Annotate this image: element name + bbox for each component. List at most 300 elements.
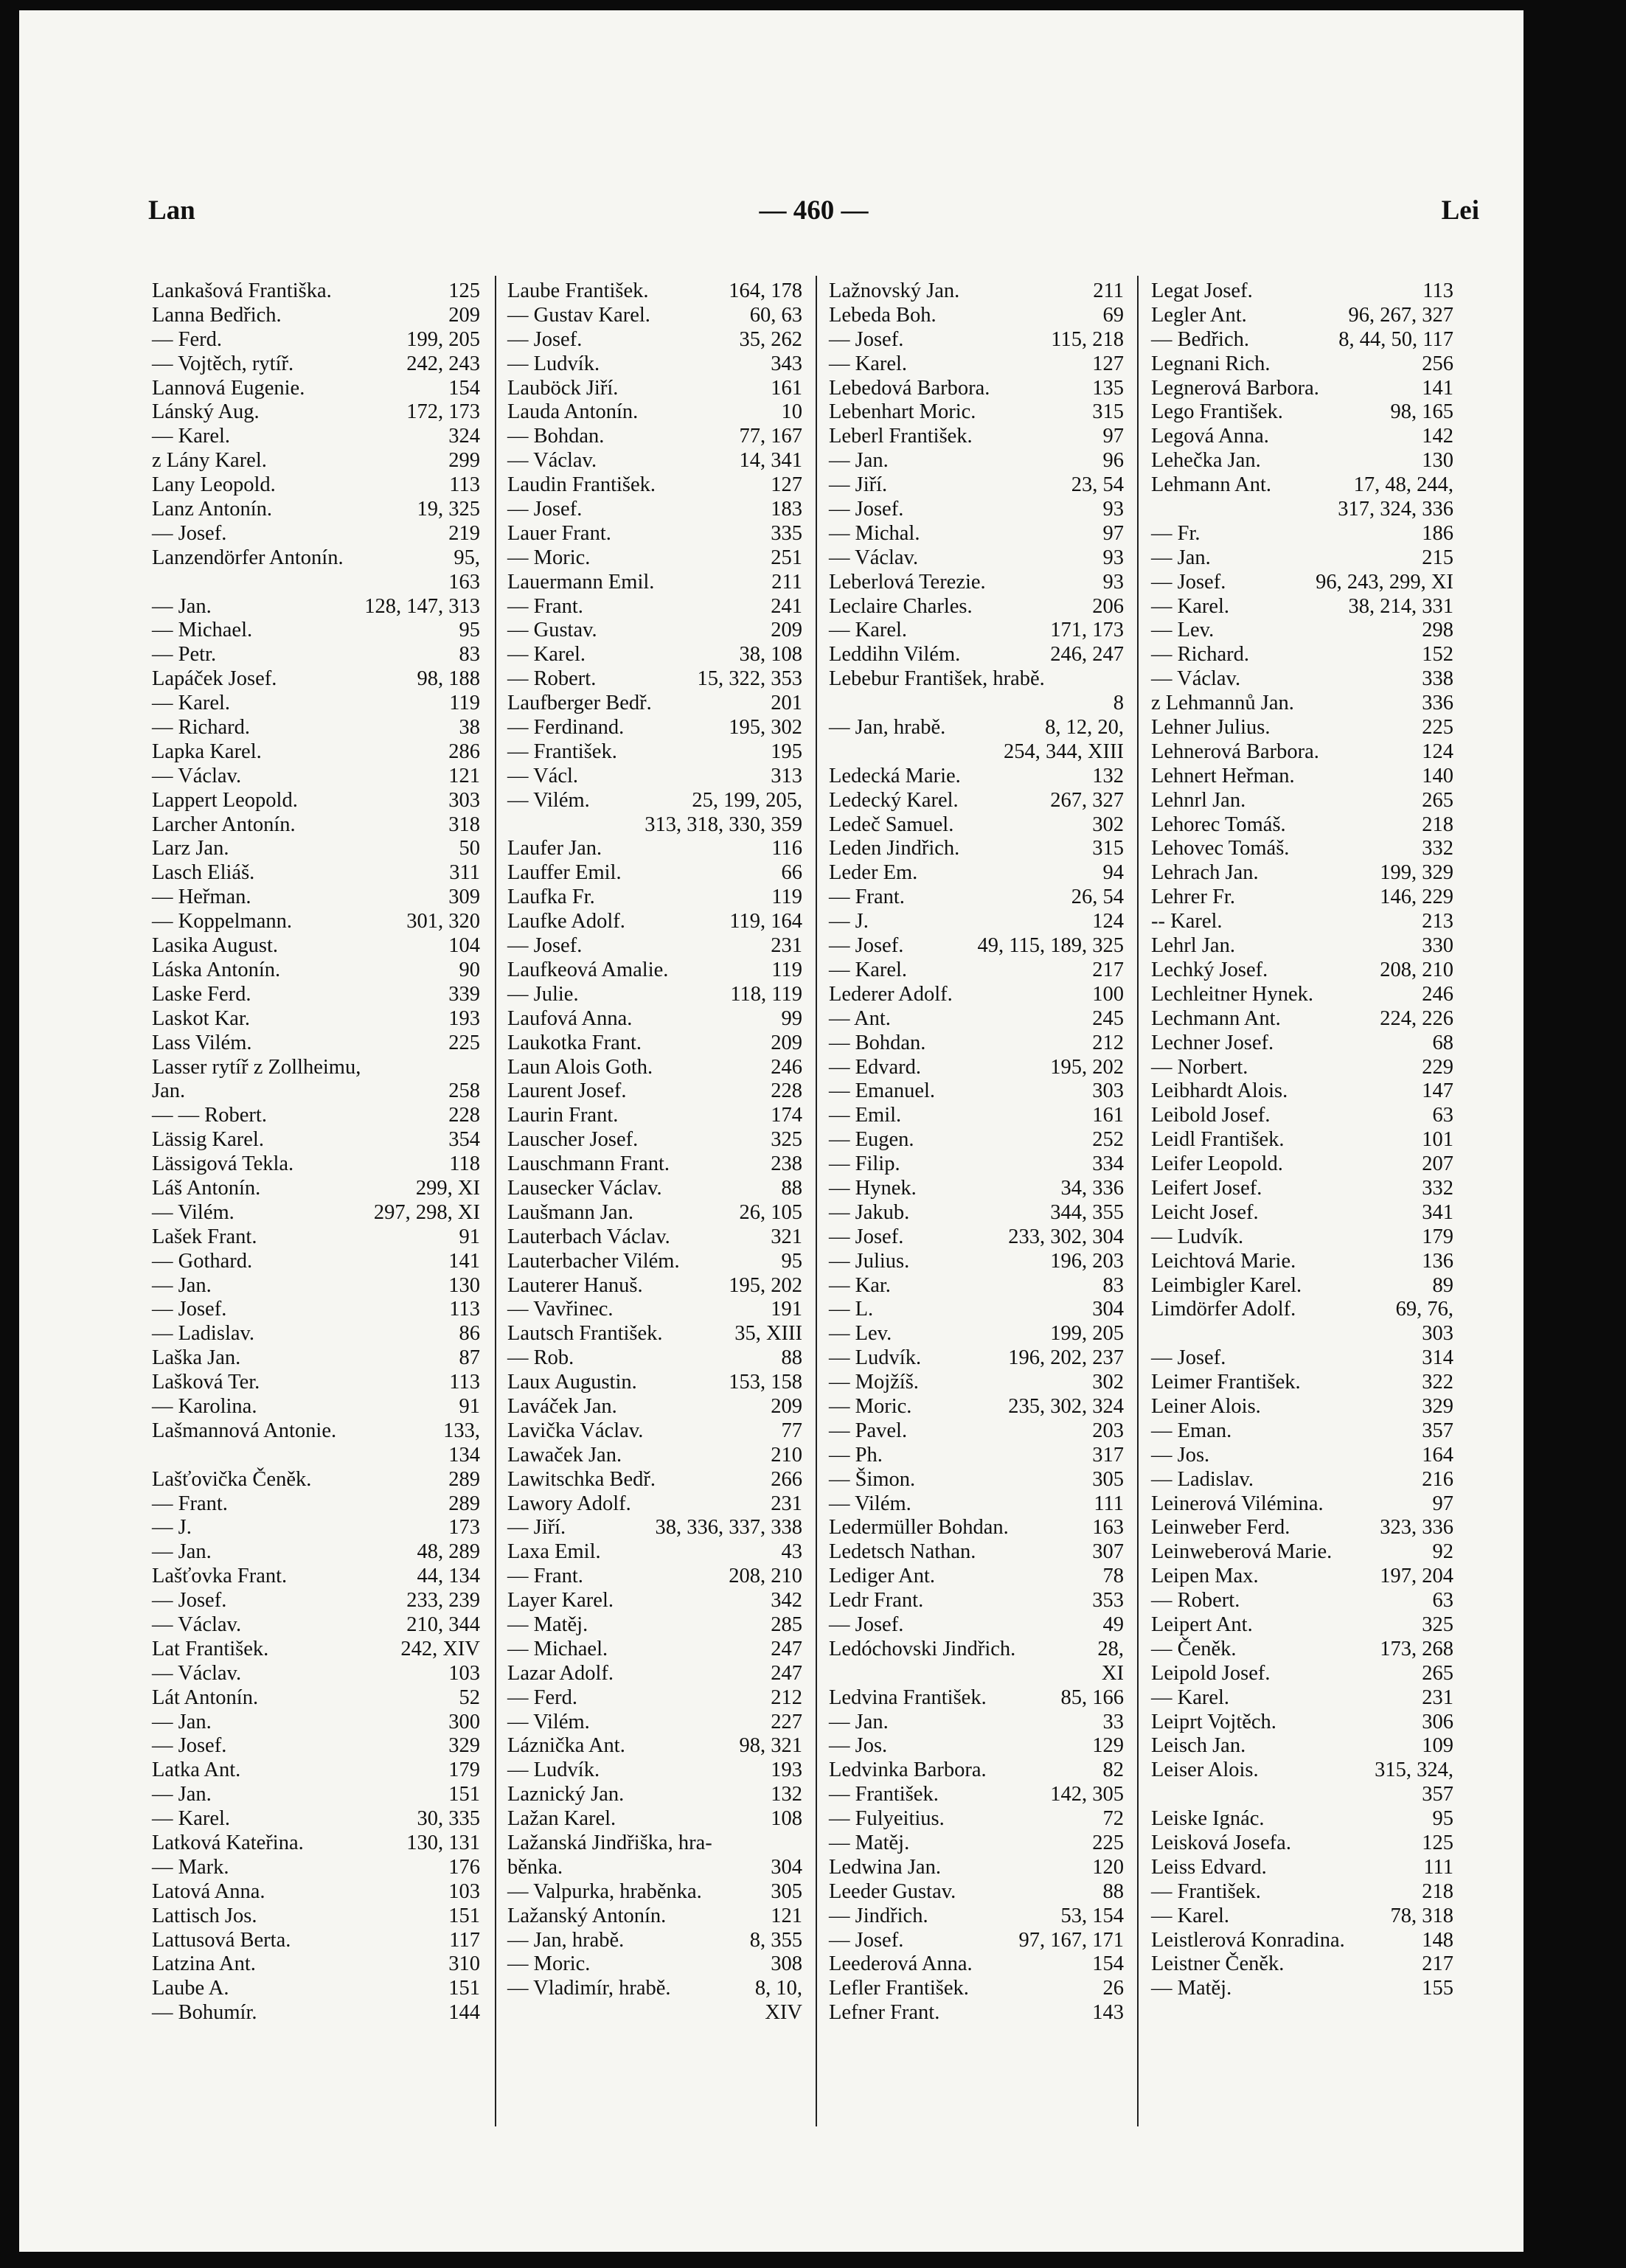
entry-pages: 196, 202, 237 [1008,1346,1124,1370]
entry-name: — Eman. [1151,1419,1232,1442]
index-entry [152,2001,480,2025]
entry-pages: 142, 305 [1050,1783,1124,1806]
index-entry [829,1807,1124,1832]
running-header [148,195,1479,239]
entry-pages: 132 [1092,764,1124,787]
entry-name: — František. [507,740,617,763]
entry-pages: 310 [448,1952,480,1976]
index-entry [1151,1250,1453,1274]
index-entry [507,1807,802,1832]
entry-pages: 10 [781,400,802,424]
entry-name: — Josef. [829,934,904,958]
index-entry [152,1371,480,1395]
index-entry [1151,1565,1453,1589]
entry-name: Latová Anna. [152,1879,265,1903]
entry-name: — Richard. [1151,643,1249,667]
index-entry [1151,498,1453,522]
entry-pages: 98, 165 [1390,400,1453,424]
entry-name: — Vojtěch, rytíř. [152,352,294,375]
index-entry [1151,1540,1453,1565]
entry-name: Lediger Ant. [829,1565,936,1588]
entry-name: — Karel. [1151,1904,1230,1927]
index-entry [1151,934,1453,959]
index-entry [507,1880,802,1905]
index-entry [1151,1783,1453,1807]
entry-pages: 332 [1422,837,1453,860]
entry-pages: 227 [771,1710,802,1733]
entry-pages: 225 [448,1031,480,1054]
entry-name: — Josef. [152,1589,227,1613]
entry-pages: 179 [1422,1225,1453,1248]
entry-pages: 25, 199, 205, [692,788,802,812]
entry-pages: 304 [1092,1298,1124,1321]
entry-name: — Josef. [507,934,583,958]
entry-name: Ledeč Samuel. [829,813,954,836]
entry-pages: 195, 202 [1050,1055,1124,1079]
entry-pages: 303 [448,788,480,812]
entry-name: Lašťovička Čeněk. [152,1467,312,1491]
index-entry [1151,1346,1453,1371]
index-entry [152,1516,480,1540]
index-entry [829,1007,1124,1032]
entry-name: Laurin Frant. [507,1104,619,1127]
entry-pages: 245 [1092,1006,1124,1030]
entry-name: Lattusová Berta. [152,1928,291,1952]
entry-pages: 151 [448,1783,480,1806]
index-entry [1151,1807,1453,1832]
entry-pages: 15, 322, 353 [697,667,802,691]
entry-name: Leisch Jan. [1151,1734,1246,1758]
entry-pages: 315, 324, [1375,1759,1453,1782]
index-entry [1151,425,1453,449]
index-entry [507,813,802,838]
entry-name: — František. [1151,1879,1261,1903]
entry-name: — Fr. [1151,521,1201,545]
index-entry [152,1856,480,1880]
entry-pages: 339 [448,982,480,1006]
entry-name: — Hynek. [829,1176,917,1200]
entry-name: — Ludvík. [829,1346,922,1370]
index-entry [507,1274,802,1298]
entry-name: Lawaček Jan. [507,1443,622,1467]
index-entry [1151,473,1453,498]
entry-name: Ledecká Marie. [829,764,961,787]
index-entry [1151,886,1453,910]
index-entry [829,546,1124,571]
entry-name: Lapáček Josef. [152,667,277,691]
index-entry [152,1177,480,1201]
entry-name: Larz Jan. [152,837,229,860]
index-entry [507,1977,802,2001]
index-entry [829,1152,1124,1177]
entry-pages: 267, 327 [1050,788,1124,812]
entry-pages: 298 [1422,619,1453,642]
entry-pages: 315 [1092,400,1124,424]
entry-pages: 266 [771,1467,802,1491]
header-last-entry: Lei [1441,195,1479,226]
entry-name: Lannová Eugenie. [152,376,305,400]
entry-pages: 78 [1102,1565,1124,1588]
entry-name: Lechleitner Hynek. [1151,982,1313,1006]
entry-name: — Emil. [829,1104,902,1127]
entry-pages: 152 [1422,643,1453,667]
index-entry [507,1371,802,1395]
entry-pages: 211 [1093,279,1124,302]
entry-pages: 141 [448,1249,480,1273]
entry-pages: 98, 321 [739,1734,802,1758]
index-entry [507,1905,802,1929]
entry-name: Laufberger Bedř. [507,692,652,715]
index-entry [829,1952,1124,1977]
index-entry [1151,1152,1453,1177]
index-entry [829,1298,1124,1322]
entry-pages: 38 [459,716,480,740]
index-entry [507,1516,802,1540]
index-entry [507,740,802,765]
entry-pages: 208, 210 [729,1565,802,1588]
entry-name: — Jan. [152,1273,212,1297]
entry-pages: 179 [448,1759,480,1782]
index-column-4 [1151,279,1453,2001]
entry-pages: 147 [1422,1079,1453,1103]
entry-pages: 17, 48, 244, [1353,473,1453,497]
index-entry [829,1468,1124,1492]
entry-pages: 207 [1422,1152,1453,1176]
entry-name: — Josef. [152,1734,227,1758]
entry-pages: 299 [448,449,480,473]
entry-pages: 115, 218 [1051,327,1124,351]
entry-pages: 173 [448,1516,480,1540]
index-entry [829,1759,1124,1783]
entry-pages: 118, 119 [730,982,802,1006]
entry-pages: 191 [771,1298,802,1321]
entry-name: — Ph. [829,1443,883,1467]
entry-pages: 161 [1092,1104,1124,1127]
entry-pages: 38, 214, 331 [1348,594,1453,618]
entry-name: Lát Antonín. [152,1686,259,1709]
entry-pages: 201 [771,692,802,715]
entry-name: Latková Kateřina. [152,1832,304,1854]
index-entry [1151,667,1453,692]
index-entry [152,1613,480,1638]
entry-pages: 308 [771,1952,802,1976]
entry-name: — Valpurka, hraběnka. [507,1879,702,1903]
index-entry [507,1079,802,1104]
index-entry [829,1565,1124,1589]
entry-pages: 103 [448,1661,480,1685]
entry-pages: 342 [771,1589,802,1613]
index-entry [829,1177,1124,1201]
entry-name: Lehrl Jan. [1151,934,1235,958]
entry-pages: 19, 325 [417,498,480,521]
entry-pages: 225 [1422,716,1453,740]
entry-pages: 134 [448,1443,480,1467]
entry-name: Lawitschka Bedř. [507,1467,656,1491]
entry-pages: 199, 205 [1050,1322,1124,1346]
entry-pages: 95 [1432,1807,1453,1831]
entry-name: Lauscher Josef. [507,1128,639,1152]
entry-pages: 88 [781,1346,802,1370]
entry-pages: 247 [771,1637,802,1660]
entry-name: Lehnerová Barbora. [1151,740,1319,763]
page-number: — 460 — [759,195,869,226]
index-entry [152,1492,480,1517]
index-entry [507,1613,802,1638]
entry-pages: 28, [1097,1637,1124,1660]
index-entry [507,1952,802,1977]
entry-name: — Bohdan. [507,425,605,448]
index-entry [507,1929,802,1953]
entry-pages: 323, 336 [1380,1516,1453,1540]
index-entry [1151,1104,1453,1128]
entry-pages: 225 [1092,1832,1124,1854]
entry-pages: 208, 210 [1380,958,1453,981]
entry-pages: 77, 167 [739,425,802,448]
entry-pages: 357 [1422,1419,1453,1442]
entry-pages: 99 [781,1006,802,1030]
index-entry [152,425,480,449]
entry-name: Leiner Alois. [1151,1394,1261,1418]
entry-pages: 91 [459,1394,480,1418]
index-entry [829,377,1124,401]
entry-name: Lechmann Ant. [1151,1006,1281,1030]
entry-pages: 118 [449,1152,480,1176]
index-entry [829,934,1124,959]
index-entry [152,1734,480,1759]
index-entry [152,1250,480,1274]
entry-pages: 286 [448,740,480,763]
entry-name: Ledwina Jan. [829,1855,941,1879]
entry-name: — Jos. [829,1734,888,1758]
index-entry [1151,1977,1453,2001]
entry-pages: 52 [459,1686,480,1709]
index-entry [152,983,480,1007]
index-entry [829,789,1124,813]
index-entry [152,473,480,498]
entry-name: — — Robert. [152,1104,267,1127]
entry-name: Laznický Jan. [507,1783,625,1806]
index-entry [507,377,802,401]
index-entry [507,328,802,352]
entry-name: Lauterer Hanuš. [507,1273,643,1297]
entry-pages: 193 [448,1006,480,1030]
entry-pages: 66 [781,861,802,885]
index-entry [152,934,480,959]
entry-pages: 125 [1422,1832,1453,1854]
entry-name: Leifert Josef. [1151,1176,1262,1200]
entry-pages: 242, XIV [400,1637,480,1660]
index-entry [152,765,480,789]
index-entry [1151,522,1453,546]
entry-name: Leicht Josef. [1151,1200,1259,1224]
index-entry [152,1395,480,1419]
entry-pages: 103 [448,1879,480,1903]
entry-pages: 305 [1092,1467,1124,1491]
index-entry [829,1856,1124,1880]
index-entry [1151,1322,1453,1346]
entry-pages: 317, 324, 336 [1338,498,1453,521]
index-entry [152,1274,480,1298]
index-entry [829,1711,1124,1735]
entry-name: — Vilém. [152,1200,234,1224]
entry-pages: 49, 115, 189, 325 [977,934,1124,958]
entry-pages: 317 [1092,1443,1124,1467]
index-entry [1151,1492,1453,1517]
index-entry [507,619,802,643]
entry-pages: 121 [448,764,480,787]
entry-pages: 313, 318, 330, 359 [645,813,802,836]
entry-pages: 197, 204 [1380,1565,1453,1588]
index-entry [1151,1298,1453,1322]
entry-name: Lehnert Heřman. [1151,764,1295,787]
entry-pages: 297, 298, XI [373,1200,480,1224]
entry-pages: 304 [771,1855,802,1879]
entry-pages: 211 [771,570,802,594]
entry-name: Lehečka Jan. [1151,449,1261,473]
entry-pages: 313 [771,764,802,787]
index-entry [152,619,480,643]
entry-name: Lažanský Antonín. [507,1904,667,1927]
entry-name: — Karel. [507,643,586,667]
entry-name: — Moric. [829,1394,912,1418]
entry-pages: 96 [1102,449,1124,473]
index-entry [152,1056,480,1080]
entry-name: — Bohdan. [829,1031,926,1054]
entry-name: — Ant. [829,1006,891,1030]
entry-pages: 8 [1113,692,1124,715]
index-entry [152,1201,480,1225]
index-entry [829,425,1124,449]
index-entry [152,1322,480,1346]
entry-name: z Lány Karel. [152,449,267,473]
entry-name: Leipert Ant. [1151,1613,1253,1636]
index-entry [507,1007,802,1032]
index-entry [829,667,1124,692]
entry-name: — Jan. [829,1710,889,1733]
entry-pages: 151 [448,1904,480,1927]
entry-name: Leistner Čeněk. [1151,1952,1285,1976]
entry-pages: 219 [448,521,480,545]
index-entry [1151,595,1453,619]
entry-name: Laufke Adolf. [507,910,625,933]
index-entry [829,1056,1124,1080]
entry-pages: 195, 202 [729,1273,802,1297]
entry-name: Ledermüller Bohdan. [829,1516,1009,1540]
index-entry [152,1298,480,1322]
entry-name: — Jan. [152,1710,212,1733]
entry-pages: 23, 54 [1071,473,1124,497]
entry-pages: 238 [771,1152,802,1176]
entry-pages: 130 [1422,449,1453,473]
entry-pages: 30, 335 [417,1807,480,1831]
entry-pages: 92 [1432,1540,1453,1564]
entry-pages: 124 [1422,740,1453,763]
index-entry [1151,789,1453,813]
entry-name: — Václav. [1151,667,1241,691]
entry-pages: 224, 226 [1380,1006,1453,1030]
entry-pages: 83 [1102,1273,1124,1297]
entry-pages: 325 [771,1128,802,1152]
entry-pages: 353 [1092,1589,1124,1613]
index-entry [507,1759,802,1783]
entry-name: — Čeněk. [1151,1637,1237,1660]
index-entry [507,716,802,740]
entry-name: Lapka Karel. [152,740,262,763]
entry-pages: 210, 344 [406,1613,480,1636]
entry-name: Lappert Leopold. [152,788,298,812]
index-entry [507,934,802,959]
index-entry [507,1128,802,1152]
entry-pages: 121 [771,1904,802,1927]
index-entry [829,1783,1124,1807]
entry-pages: 209 [771,619,802,642]
entry-name: Lany Leopold. [152,473,276,497]
index-entry [829,1274,1124,1298]
entry-pages: 231 [1422,1686,1453,1709]
entry-name: — Lev. [829,1322,892,1346]
entry-pages: 289 [448,1492,480,1515]
index-entry [152,1929,480,1953]
entry-name: Leinweberová Marie. [1151,1540,1333,1564]
entry-name: Legnani Rich. [1151,352,1271,375]
entry-name: — Mark. [152,1855,229,1879]
entry-name: Lattisch Jos. [152,1904,257,1927]
entry-name: — J. [152,1516,192,1540]
entry-pages: 133, [443,1419,480,1442]
entry-pages: 209 [771,1394,802,1418]
entry-pages: 303 [1092,1079,1124,1103]
entry-pages: 135 [1092,376,1124,400]
entry-name: Lašek Frant. [152,1225,257,1248]
header-first-entry: Lan [148,195,195,226]
entry-name: Leder Em. [829,861,918,885]
entry-name: — Robert. [1151,1589,1240,1613]
index-entry [829,910,1124,934]
index-entry [152,1152,480,1177]
index-entry [507,1468,802,1492]
entry-name: Lausecker Václav. [507,1176,662,1200]
index-entry [829,1638,1124,1662]
entry-name: — Bedřich. [1151,327,1249,351]
entry-name: — Jan. [152,1783,212,1806]
entry-pages: 53, 154 [1060,1904,1124,1927]
entry-name: Laufová Anna. [507,1006,633,1030]
entry-pages: 318 [448,813,480,836]
index-entry [152,1225,480,1250]
entry-pages: 314 [1422,1346,1453,1370]
entry-pages: 309 [448,886,480,909]
index-entry [1151,983,1453,1007]
entry-pages: 90 [459,958,480,981]
entry-pages: 299, XI [415,1176,480,1200]
index-entry [1151,765,1453,789]
entry-name: — Richard. [152,716,250,740]
index-entry [829,1322,1124,1346]
index-entry [829,352,1124,377]
entry-name: Leiss Edvard. [1151,1855,1267,1879]
entry-pages: 26 [1102,1977,1124,2000]
entry-name: Leiprt Vojtěch. [1151,1710,1276,1733]
entry-pages: 91 [459,1225,480,1248]
entry-pages: 258 [448,1079,480,1103]
index-entry [829,571,1124,595]
entry-name: — Václav. [152,764,242,787]
index-entry [829,304,1124,328]
entry-pages: 101 [1422,1128,1453,1152]
index-entry [1151,1419,1453,1444]
entry-name: — Michael. [507,1637,608,1660]
entry-pages: 329 [1422,1394,1453,1418]
